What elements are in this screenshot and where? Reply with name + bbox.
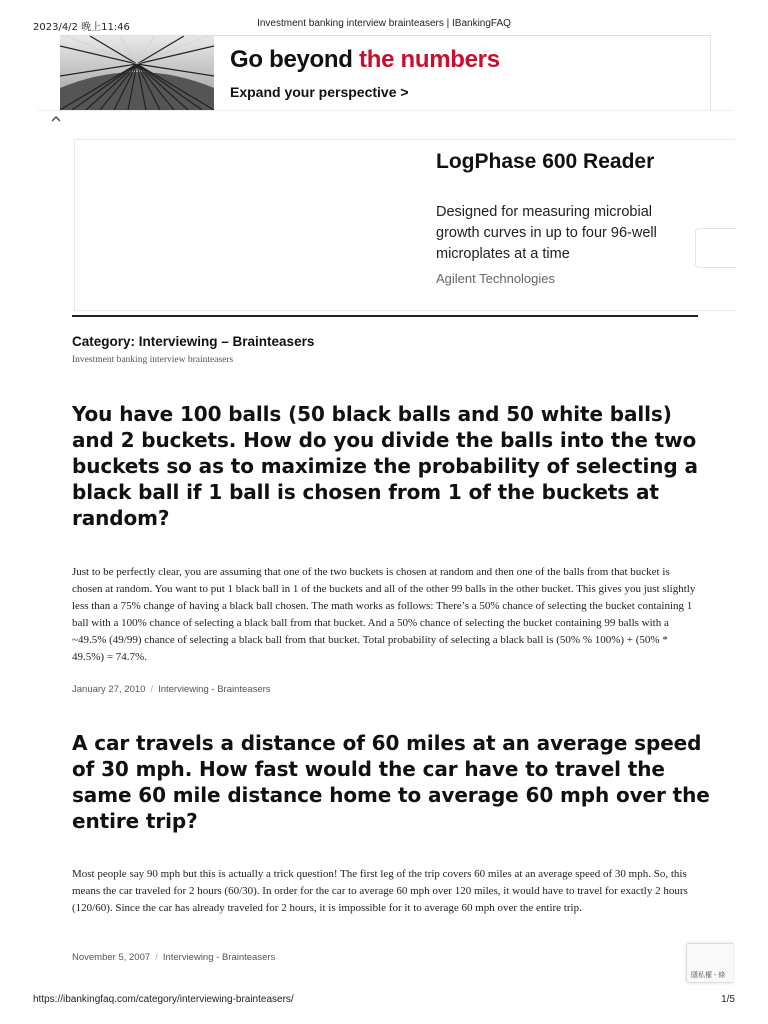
post-category-link[interactable]: Interviewing - Brainteasers (162, 952, 276, 963)
ad-divider (38, 110, 732, 111)
print-page-title: Investment banking interview brainteasers | IBankingFAQ (257, 18, 511, 29)
category-breadcrumb: Investment banking interview brainteasers (72, 355, 234, 365)
ad-headline (230, 46, 500, 74)
print-page-number: 1/5 (721, 994, 735, 1005)
recaptcha-label: 隱私權 - 條 (691, 972, 726, 979)
post-body: Just to be perfectly clear, you are assuming that one of the two buckets is chosen at random and then one of the balls from that bucket is chosen at random. You want to put 1 black ball in 1 of the buckets and all of the other 99 balls in the other bucket. This gives you just slightly less than a 75% change of having a black ball chosen. The math works as follows: There’s a 50% chance of selecting the bucket containing 1 ball with a 100% chance of selecting a black ball from that bucket. And a 50% chance of selecting the bucket containing 99 balls with a ~49.5% (49/99) chance of selecting a black ball from that bucket. Total probability of selecting a black ball is (50% % 100%) + (50% * 49.5%) = 74.7%. (72, 566, 696, 663)
ad-product-company: Agilent Technologies (436, 271, 556, 286)
header-rule (72, 315, 698, 317)
ad-headline-prefix: Go beyond (230, 46, 360, 73)
ad-headline-highlight: the numbers (359, 46, 500, 73)
ad-banner[interactable] (60, 35, 711, 110)
ad-cta-link[interactable]: Expand your perspective > (230, 84, 409, 100)
post-title[interactable]: You have 100 balls (50 black balls and 50 white balls) and 2 buckets. How do you divide the balls into the two buckets so as to maximize the probability of selecting a black ball if 1 ball is chosen from 1 of the buckets at random? (72, 402, 698, 530)
post-title[interactable]: A car travels a distance of 60 miles at an average speed of 30 mph. How fast would the car have to travel the same 60 mile distance home to average 60 mph over the entire trip? (72, 731, 710, 833)
recaptcha-badge[interactable] (686, 943, 733, 983)
chevron-up-icon[interactable] (50, 112, 62, 124)
post-date-link[interactable]: January 27, 2010 (72, 684, 146, 695)
post-category-link[interactable]: Interviewing - Brainteasers (158, 684, 271, 695)
post-body: Most people say 90 mph but this is actually a trick question! The first leg of the trip covers 60 miles at an average speed of 30 mph. So, this means the car traveled for 2 hours (60/30). In order for the car to average 60 mph over 120 miles, it would have to travel for exactly 2 hours (120/60). Since the car has already traveled for 2 hours, it is impossible for it to average 60 mph over the entire trip. (72, 868, 688, 914)
post-date-link[interactable]: November 5, 2007 (72, 952, 151, 963)
meta-separator: / (150, 684, 154, 695)
print-datetime: 2023/4/2 晚上11:46 (33, 22, 130, 33)
category-heading: Category: Interviewing – Brainteasers (72, 334, 315, 349)
ad-product-title[interactable]: LogPhase 600 Reader (436, 150, 655, 173)
post-meta (72, 952, 275, 963)
meta-separator: / (155, 952, 158, 963)
post-meta (72, 684, 271, 695)
ad-product-next-tab[interactable] (695, 228, 736, 268)
print-url: https://ibankingfaq.com/category/interviewing-brainteasers/ (33, 994, 294, 1005)
ad-product[interactable] (74, 139, 735, 311)
ad-product-description: Designed for measuring microbial growth curves in up to four 96-well microplates at a time (436, 204, 657, 262)
ad-banner-image (60, 36, 214, 110)
